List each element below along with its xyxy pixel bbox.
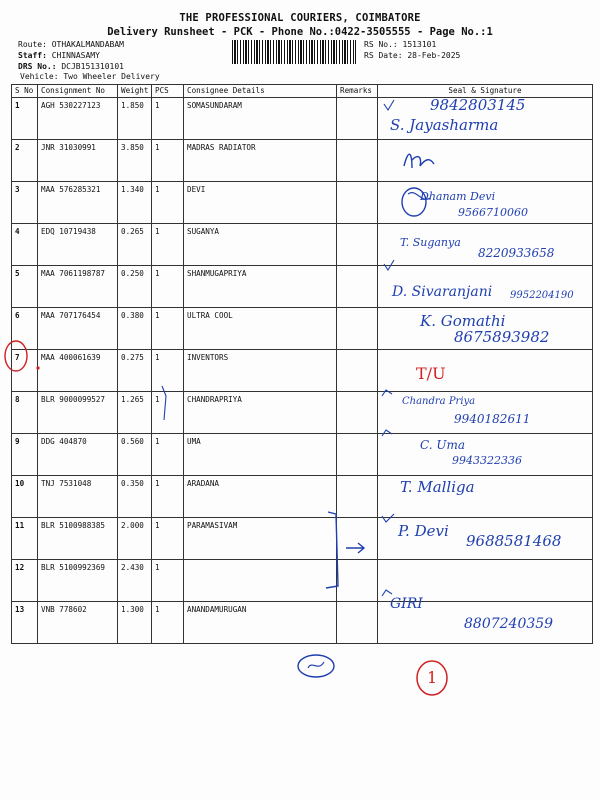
route-line	[18, 40, 124, 49]
bracket-arrow-mark	[312, 508, 372, 592]
table-row	[12, 350, 593, 392]
vehicle-line	[20, 72, 160, 81]
cell-remarks	[337, 602, 378, 644]
cell-consignee: CHANDRAPRIYA	[184, 392, 337, 434]
cell-pcs: 1	[152, 224, 184, 266]
cell-consignment: VNB 778602	[38, 602, 118, 644]
cell-consignment: BLR 9000099527	[38, 392, 118, 434]
cell-weight: 0.350	[118, 476, 152, 518]
handwritten-phone-row6b: 8675893982	[454, 328, 550, 346]
handwritten-name-row3: Dhanam Devi	[420, 190, 496, 203]
cell-remarks	[337, 266, 378, 308]
cell-pcs: 1	[152, 98, 184, 140]
col-header-remarks: Remarks	[337, 85, 378, 98]
cell-remarks	[337, 224, 378, 266]
cell-pcs: 1	[152, 392, 184, 434]
handwritten-name-row6b: K. Gomathi	[420, 312, 506, 330]
route-label: Route:	[18, 40, 47, 49]
handwritten-phone-row13: 8807240359	[464, 616, 554, 632]
handwritten-phone-row4: 8220933658	[478, 246, 555, 260]
cell-sno: 3	[12, 182, 38, 224]
cell-consignment: MAA 7061198787	[38, 266, 118, 308]
cell-consignee: ANANDAMURUGAN	[184, 602, 337, 644]
table-row	[12, 476, 593, 518]
handwritten-phone-row8: 9940182611	[454, 412, 531, 426]
handwritten-phone-row9: 9943322336	[452, 454, 522, 467]
tick-marks	[378, 96, 400, 596]
cell-weight: 0.380	[118, 308, 152, 350]
cell-sno: 12	[12, 560, 38, 602]
cell-remarks	[337, 182, 378, 224]
staff-line	[18, 51, 100, 60]
cell-consignee: ARADANA	[184, 476, 337, 518]
cell-sno: 4	[12, 224, 38, 266]
document-subtitle: Delivery Runsheet - PCK - Phone No.:0422-3505555 - Page No.:1	[107, 26, 493, 38]
cell-consignment: AGH 530227123	[38, 98, 118, 140]
cell-weight: 1.850	[118, 98, 152, 140]
cell-consignee: SHANMUGAPRIYA	[184, 266, 337, 308]
handwritten-name-row1: S. Jayasharma	[390, 116, 499, 134]
cell-consignee: SOMASUNDARAM	[184, 98, 337, 140]
cell-sno: 8	[12, 392, 38, 434]
cell-sno: 9	[12, 434, 38, 476]
cell-sno: 6	[12, 308, 38, 350]
cell-weight: 3.850	[118, 140, 152, 182]
cell-remarks	[337, 98, 378, 140]
cell-sno: 13	[12, 602, 38, 644]
cell-consignment: BLR 5100992369	[38, 560, 118, 602]
handwritten-phone-row11: 9688581468	[466, 532, 562, 550]
cell-weight: 1.300	[118, 602, 152, 644]
staff-label: Staff:	[18, 51, 47, 60]
cell-consignee: UMA	[184, 434, 337, 476]
vehicle-label: Vehicle:	[20, 72, 59, 81]
rs-no-value: 1513101	[402, 40, 437, 49]
handwritten-initial-bottom	[296, 652, 340, 680]
cell-sno: 10	[12, 476, 38, 518]
cell-remarks	[337, 392, 378, 434]
cell-weight: 0.265	[118, 224, 152, 266]
cell-remarks	[337, 434, 378, 476]
runsheet-table	[11, 84, 593, 644]
handwritten-name-row8: Chandra Priya	[402, 396, 476, 407]
cell-pcs: 1	[152, 476, 184, 518]
cell-weight: 0.250	[118, 266, 152, 308]
drs-line	[18, 62, 124, 71]
cell-pcs: 1	[152, 182, 184, 224]
staff-value: CHINNASAMY	[51, 51, 100, 60]
rs-date-label: RS Date:	[364, 51, 403, 60]
cell-remarks	[337, 350, 378, 392]
cell-consignee: SUGANYA	[184, 224, 337, 266]
cell-sno: 5	[12, 266, 38, 308]
cell-consignment: MAA 707176454	[38, 308, 118, 350]
cell-consignee: DEVI	[184, 182, 337, 224]
pcs-tick-row8	[158, 384, 172, 424]
table-row	[12, 266, 593, 308]
cell-weight: 1.340	[118, 182, 152, 224]
red-circle-row7	[2, 338, 42, 378]
rs-date-line	[364, 51, 460, 60]
rs-no-label: RS No.:	[364, 40, 398, 49]
handwritten-phone-row6: 9952204190	[510, 290, 574, 301]
handwritten-name-row9: C. Uma	[420, 438, 466, 452]
col-header-sno: S No	[12, 85, 38, 98]
cell-pcs: 1	[152, 602, 184, 644]
handwritten-phone-row3: 9566710060	[458, 206, 528, 219]
page-mark-number: 1	[427, 668, 438, 687]
handwritten-name-row6: D. Sivaranjani	[392, 284, 493, 300]
table-row	[12, 140, 593, 182]
cell-sno: 11	[12, 518, 38, 560]
col-header-weight: Weight	[118, 85, 152, 98]
cell-weight: 0.560	[118, 434, 152, 476]
cell-weight: 1.265	[118, 392, 152, 434]
cell-consignee: MADRAS RADIATOR	[184, 140, 337, 182]
rs-date-value: 28-Feb-2025	[407, 51, 461, 60]
drs-label: DRS No.:	[18, 62, 57, 71]
table-row	[12, 560, 593, 602]
col-header-consignee: Consignee Details	[184, 85, 337, 98]
cell-pcs: 1	[152, 308, 184, 350]
cell-consignment: MAA 400061639	[38, 350, 118, 392]
cell-weight: 0.275	[118, 350, 152, 392]
handwritten-name-row4: T. Suganya	[400, 236, 461, 249]
col-header-consignment: Consignment No	[38, 85, 118, 98]
handwritten-name-row11: P. Devi	[398, 522, 449, 540]
handwritten-note-row7: T/U	[416, 364, 446, 383]
cell-weight: 2.430	[118, 560, 152, 602]
col-header-signature: Seal & Signature	[378, 85, 593, 98]
cell-consignment: JNR 31030991	[38, 140, 118, 182]
cell-signature	[378, 350, 593, 392]
handwritten-phone-row1: 9842803145	[430, 96, 526, 114]
cell-pcs: 1	[152, 518, 184, 560]
handwritten-name-row13: GIRI	[390, 596, 423, 612]
cell-pcs: 1	[152, 140, 184, 182]
col-header-pcs: PCS	[152, 85, 184, 98]
route-value: OTHAKALMANDABAM	[51, 40, 124, 49]
cell-pcs: 1	[152, 560, 184, 602]
cell-consignment: TNJ 7531048	[38, 476, 118, 518]
cell-pcs: 1	[152, 266, 184, 308]
handwritten-name-row10: T. Malliga	[400, 478, 475, 496]
cell-consignee: ULTRA COOL	[184, 308, 337, 350]
barcode	[232, 40, 356, 64]
document-title: THE PROFESSIONAL COURIERS, COIMBATORE	[179, 12, 421, 24]
cell-remarks	[337, 140, 378, 182]
cell-consignment: EDQ 10719438	[38, 224, 118, 266]
cell-consignment: MAA 576285321	[38, 182, 118, 224]
cell-consignee: PARAMASIVAM	[184, 518, 337, 560]
cell-consignment: DDG 404870	[38, 434, 118, 476]
rs-no-line	[364, 40, 436, 49]
handwritten-signature-row2	[400, 148, 440, 172]
cell-weight: 2.000	[118, 518, 152, 560]
cell-remarks	[337, 308, 378, 350]
cell-pcs: 1	[152, 350, 184, 392]
cell-sno: 2	[12, 140, 38, 182]
cell-sno: 1	[12, 98, 38, 140]
drs-value: DCJB151310101	[61, 62, 124, 71]
cell-consignment: BLR 5100988385	[38, 518, 118, 560]
cell-pcs: 1	[152, 434, 184, 476]
cell-consignee: INVENTORS	[184, 350, 337, 392]
vehicle-value: Two Wheeler Delivery	[63, 72, 160, 81]
cell-sno: 7	[12, 350, 38, 392]
